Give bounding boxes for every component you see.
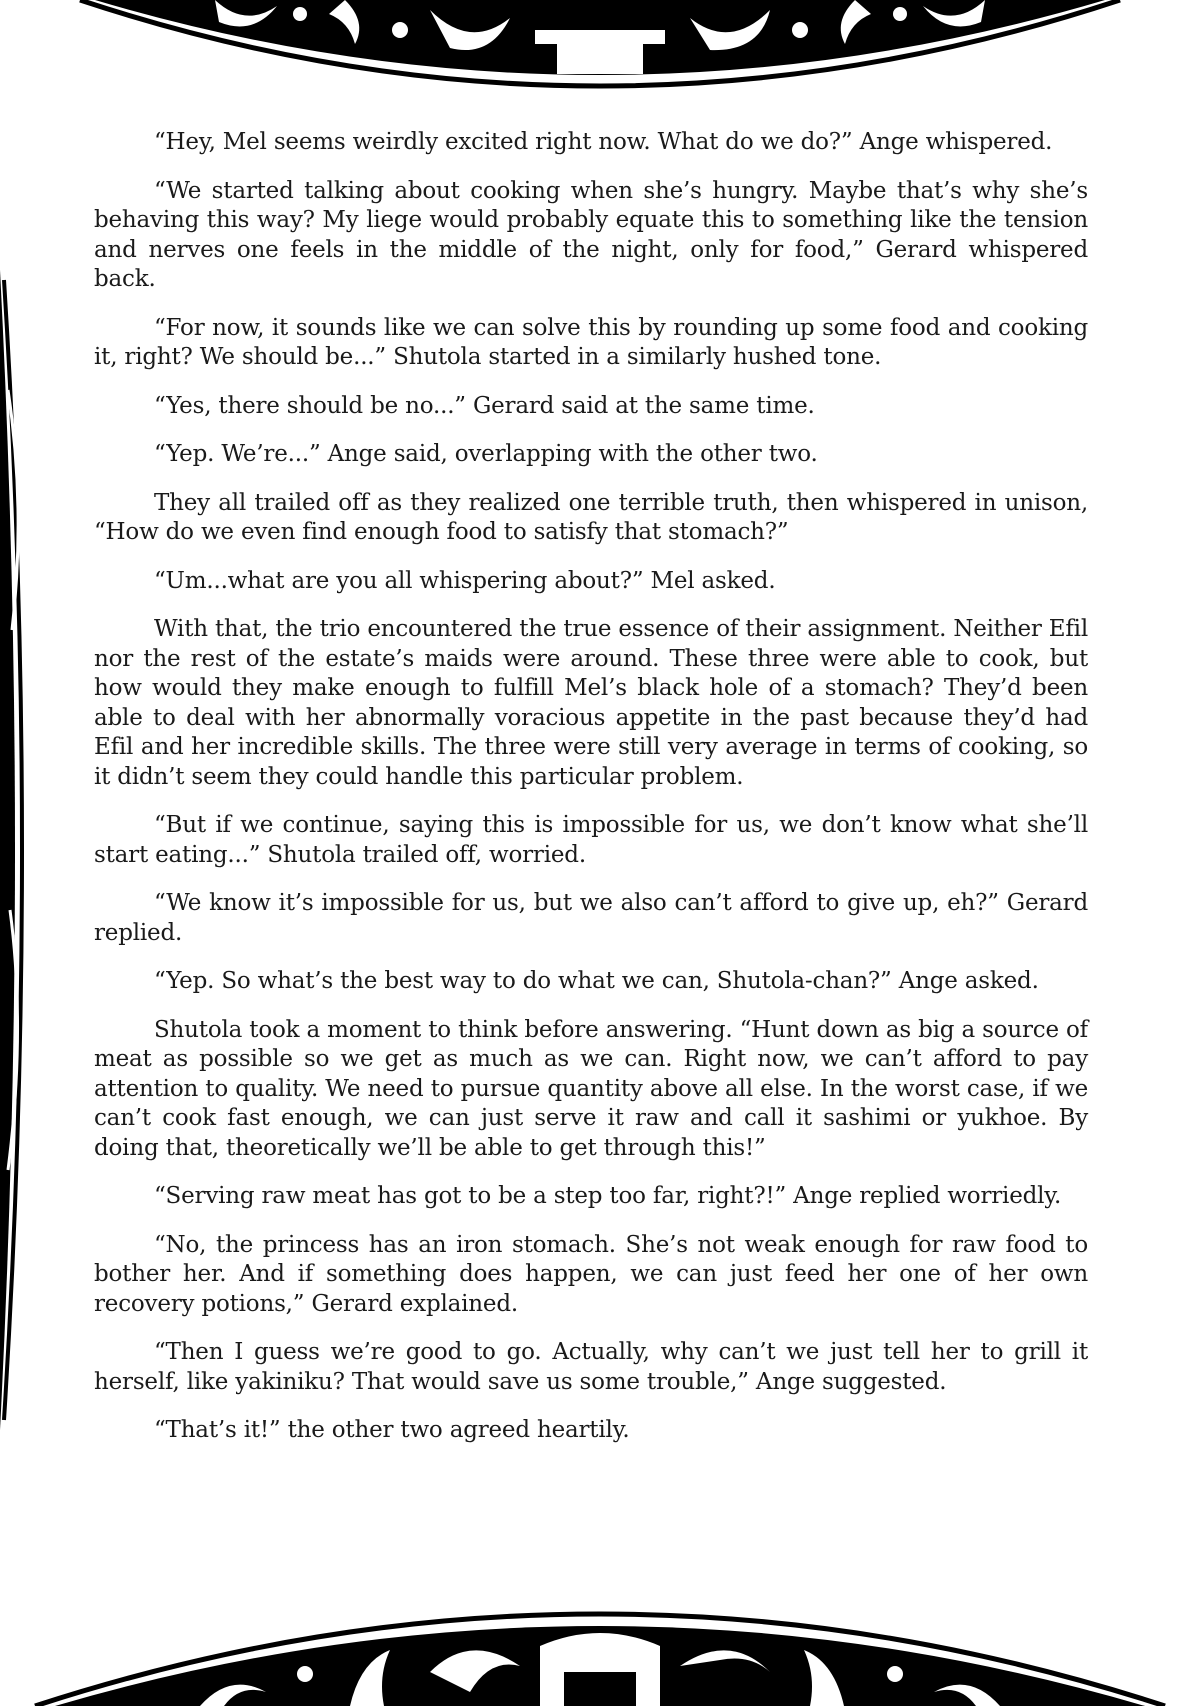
paragraph: “Yep. So what’s the best way to do what we can, Shutola-chan?” Ange asked.	[154, 968, 1039, 994]
paragraph: “Hey, Mel seems weirdly excited right now. What do we do?” Ange whispered.	[154, 129, 1053, 155]
paragraph: “We know it’s impossible for us, but we also can’t afford to give up, eh?” Gerard replied.	[94, 890, 1088, 946]
paragraph: “That’s it!” the other two agreed heartily.	[154, 1417, 630, 1443]
bottom-ornament	[0, 1556, 1200, 1706]
paragraph: “We started talking about cooking when she’s hungry. Maybe that’s why she’s behaving this way? My liege would probably equate this to something like the tension and nerves one feels in the middle of the night, only for food,” Gerard whispered back.	[94, 177, 1088, 292]
paragraph: “But if we continue, saying this is impossible for us, we don’t know what she’ll start eating...” Shutola trailed off, worried.	[94, 812, 1088, 868]
body-text	[94, 128, 1088, 1465]
paragraph: “Yep. We’re...” Ange said, overlapping with the other two.	[154, 441, 818, 467]
paragraph: They all trailed off as they realized one terrible truth, then whispered in unison, “How do we even find enough food to satisfy that stomach?”	[94, 489, 1088, 545]
paragraph: “Um...what are you all whispering about?” Mel asked.	[154, 567, 776, 594]
paragraph: “Yes, there should be no...” Gerard said at the same time.	[154, 392, 815, 419]
paragraph: “Then I guess we’re good to go. Actually, why can’t we just tell her to grill it herself, like yakiniku? That would save us some trouble,” Ange suggested.	[94, 1339, 1088, 1395]
paragraph: “Serving raw meat has got to be a step too far, right?!” Ange replied worriedly.	[154, 1183, 1062, 1209]
left-border-ornament	[0, 270, 60, 1430]
paragraph: “For now, it sounds like we can solve this by rounding up some food and cooking it, right? We should be...” Shutola started in a similarly hushed tone.	[94, 314, 1088, 370]
paragraph: Shutola took a moment to think before answering. “Hunt down as big a source of meat as possible so we get as much as we can. Right now, we can’t afford to pay attention to quality. We need to pursue quantity above all else. In the worst case, if we can’t cook fast enough, we can just serve it raw and call it sashimi or yukhoe. By doing that, theoretically we’ll be able to get through this!”	[94, 1016, 1088, 1161]
top-ornament	[0, 0, 1200, 110]
paragraph: “No, the princess has an iron stomach. She’s not weak enough for raw food to bother her. And if something does happen, we can just feed her one of her own recovery potions,” Gerard explained.	[94, 1231, 1088, 1317]
paragraph: With that, the trio encountered the true essence of their assignment. Neither Efil nor the rest of the estate’s maids were around. These three were able to cook, but how would they make enough to fulfill Mel’s black hole of a stomach? They’d been able to deal with her abnormally voracious appetite in the past because they’d had Efil and her incredible skills. The three were still very average in terms of cooking, so it didn’t seem they could handle this particular problem.	[94, 616, 1088, 790]
